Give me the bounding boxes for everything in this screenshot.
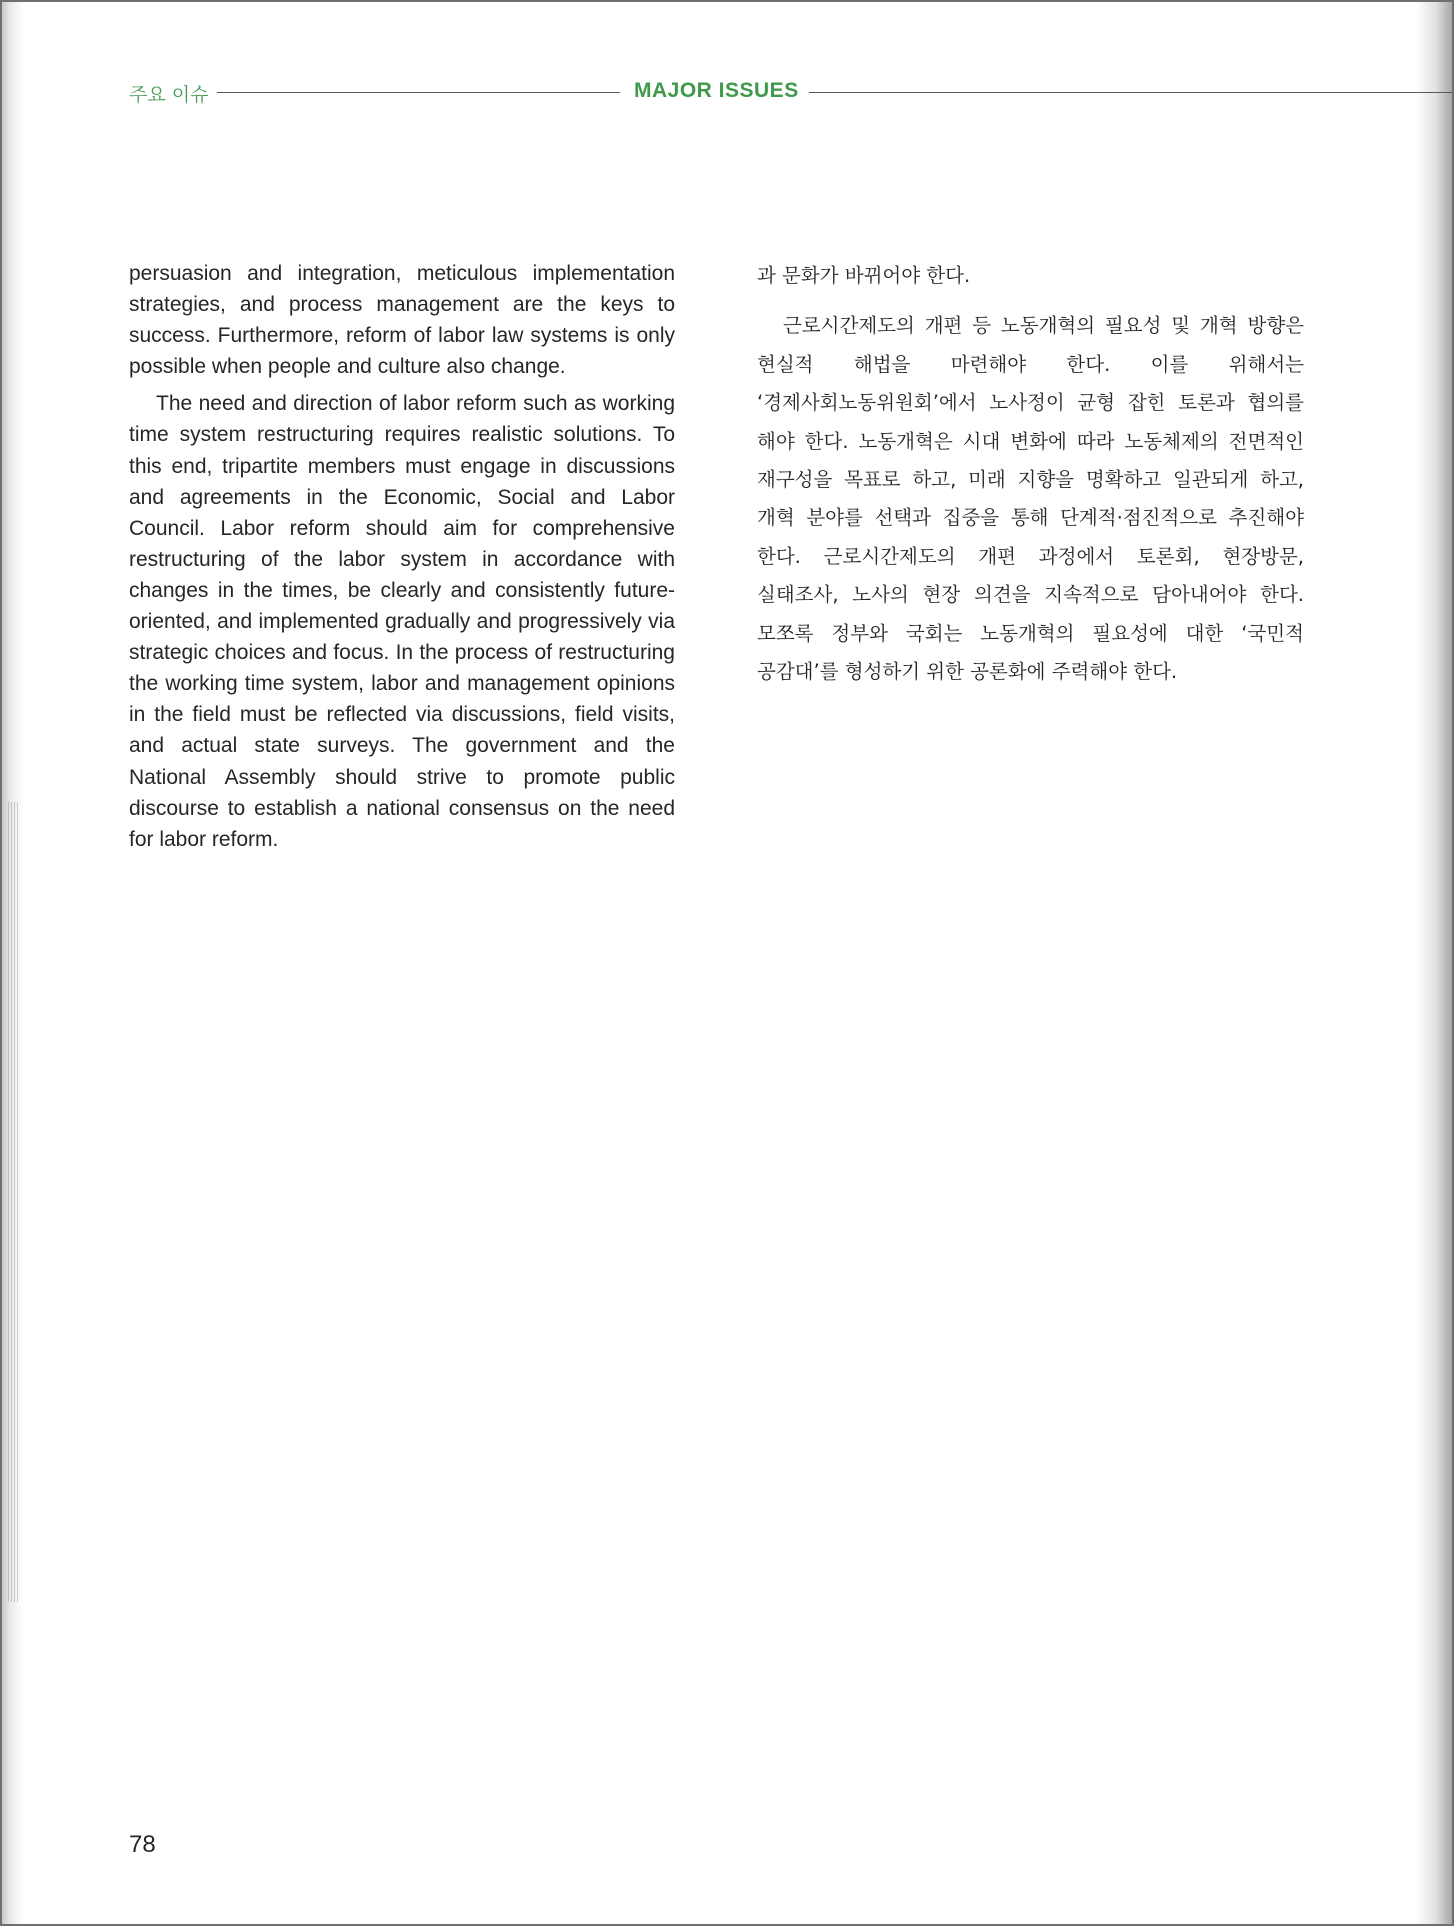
page-edge-lines <box>8 802 18 1602</box>
page-curl-shadow <box>1416 2 1452 1924</box>
korean-paragraph-2: 근로시간제도의 개편 등 노동개혁의 필요성 및 개혁 방향은 현실적 해법을 마련해야 한다. 이를 위해서는 ‘경제사회노동위원회’에서 노사정이 균형 잡힌 토론과 협의를 해야 한다. 노동개혁은 시대 변화에 따라 노동체제의 전면적인 재구성을 목표로 하고, 미래 지향을 명확하고 일관되게 하고, 개혁 분야를 선택과 집중을 통해 단계적·점진적으로 추진해야 한다. 근로시간제도의 개편 과정에서 토론회, 현장방문, 실태조사, 노사의 현장 의견을 지속적으로 담아내어야 한다. 모쪼록 정부와 국회는 노동개혁의 필요성에 대한 ‘국민적 공감대’를 형성하기 위한 공론화에 주력해야 한다. <box>757 314 1304 684</box>
english-paragraph-1: persuasion and integration, meticulous implementation strategies, and process management are the keys to success. Furthermore, reform of labor law systems is only possible when people and culture also change. <box>129 262 675 379</box>
running-header <box>129 78 1454 106</box>
english-paragraph-2: The need and direction of labor reform such as working time system restructuring requires realistic solutions. To this end, tripartite members must engage in discussions and agreements in the Economic, Social and Labor Council. Labor reform should aim for comprehensive restructuring of the labor system in accordance with changes in the times, be clearly and consistently future-oriented, and implemented gradually and progressively via strategic choices and focus. In the process of restructuring the working time system, labor and management opinions in the field must be reflected via discussions, field visits, and actual state surveys. The government and the National Assembly should strive to promote public discourse to establish a national consensus on the need for labor reform. <box>129 392 675 851</box>
section-label-english: MAJOR ISSUES <box>620 79 813 103</box>
section-label-korean: 주요 이슈 <box>129 84 209 106</box>
book-spine-shadow <box>2 2 24 1924</box>
korean-paragraph-1: 과 문화가 바뀌어야 한다. <box>757 264 971 287</box>
english-text-column <box>129 258 675 861</box>
korean-text-column <box>757 257 1304 703</box>
header-rule-right <box>809 92 1454 93</box>
page-number: 78 <box>129 1831 156 1858</box>
